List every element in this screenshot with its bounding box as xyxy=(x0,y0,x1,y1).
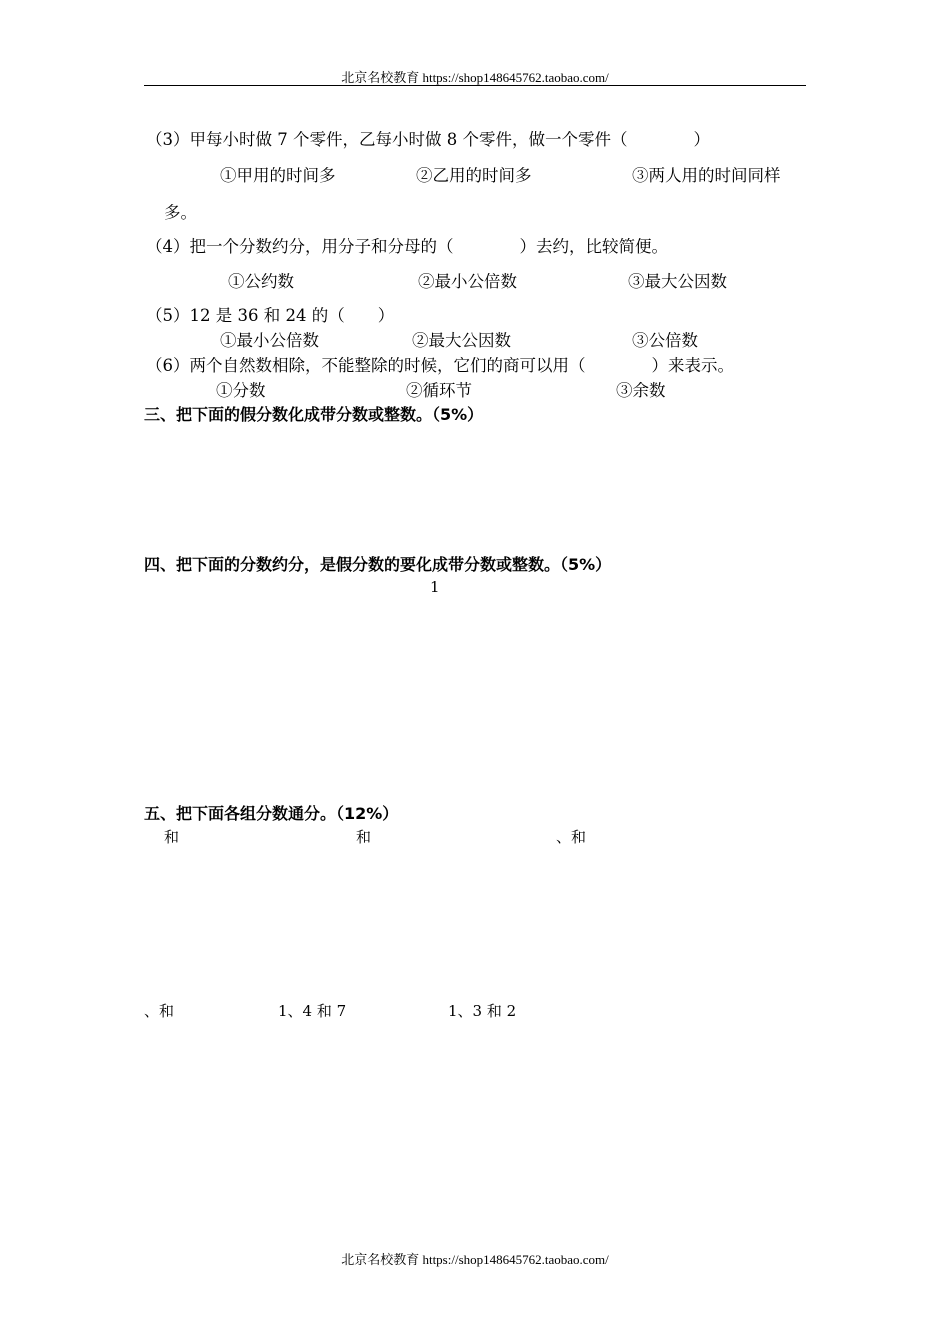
question-4-stem: （4）把一个分数约分，用分子和分母的（ ）去约，比较简便。 xyxy=(146,237,668,256)
question-5-stem: （5）12 是 36 和 24 的（ ） xyxy=(146,306,395,325)
section-5-row2-item-2: 1、4 和 7 xyxy=(278,1002,347,1020)
question-3-wrap: 多。 xyxy=(164,203,197,222)
page-header: 北京名校教育 https://shop148645762.taobao.com/ xyxy=(341,70,609,85)
question-3-option-3: ③两人用的时间同样 xyxy=(632,166,781,185)
section-5-title: 五、把下面各组分数通分。（12%） xyxy=(144,804,399,823)
question-3-option-1: ①甲用的时间多 xyxy=(220,166,336,185)
page-footer: 北京名校教育 https://shop148645762.taobao.com/ xyxy=(341,1252,609,1267)
question-6-option-2: ②循环节 xyxy=(406,381,472,400)
section-4-title: 四、把下面的分数约分，是假分数的要化成带分数或整数。（5%） xyxy=(144,555,612,574)
section-4-fragment: 1 xyxy=(430,578,440,596)
section-5-row1-item-3: 、和 xyxy=(556,828,587,846)
section-5-row1-item-2: 和 xyxy=(356,828,372,846)
question-4-option-1: ①公约数 xyxy=(228,272,294,291)
question-6-stem: （6）两个自然数相除，不能整除的时候，它们的商可以用（ ）来表示。 xyxy=(146,356,734,375)
section-3-title: 三、把下面的假分数化成带分数或整数。（5%） xyxy=(144,405,484,424)
section-5-row2-item-3: 1、3 和 2 xyxy=(448,1002,517,1020)
header-rule xyxy=(144,85,806,86)
question-6-option-3: ③余数 xyxy=(616,381,666,400)
question-3-stem: （3）甲每小时做 7 个零件，乙每小时做 8 个零件，做一个零件（ ） xyxy=(146,130,710,149)
section-5-row1-item-1: 和 xyxy=(164,828,180,846)
question-4-option-2: ②最小公倍数 xyxy=(418,272,517,291)
question-5-option-3: ③公倍数 xyxy=(632,331,698,350)
question-5-option-2: ②最大公因数 xyxy=(412,331,511,350)
question-3-option-2: ②乙用的时间多 xyxy=(416,166,532,185)
question-4-option-3: ③最大公因数 xyxy=(628,272,727,291)
question-6-option-1: ①分数 xyxy=(216,381,266,400)
section-5-row2-item-1: 、和 xyxy=(144,1002,175,1020)
question-5-option-1: ①最小公倍数 xyxy=(220,331,319,350)
